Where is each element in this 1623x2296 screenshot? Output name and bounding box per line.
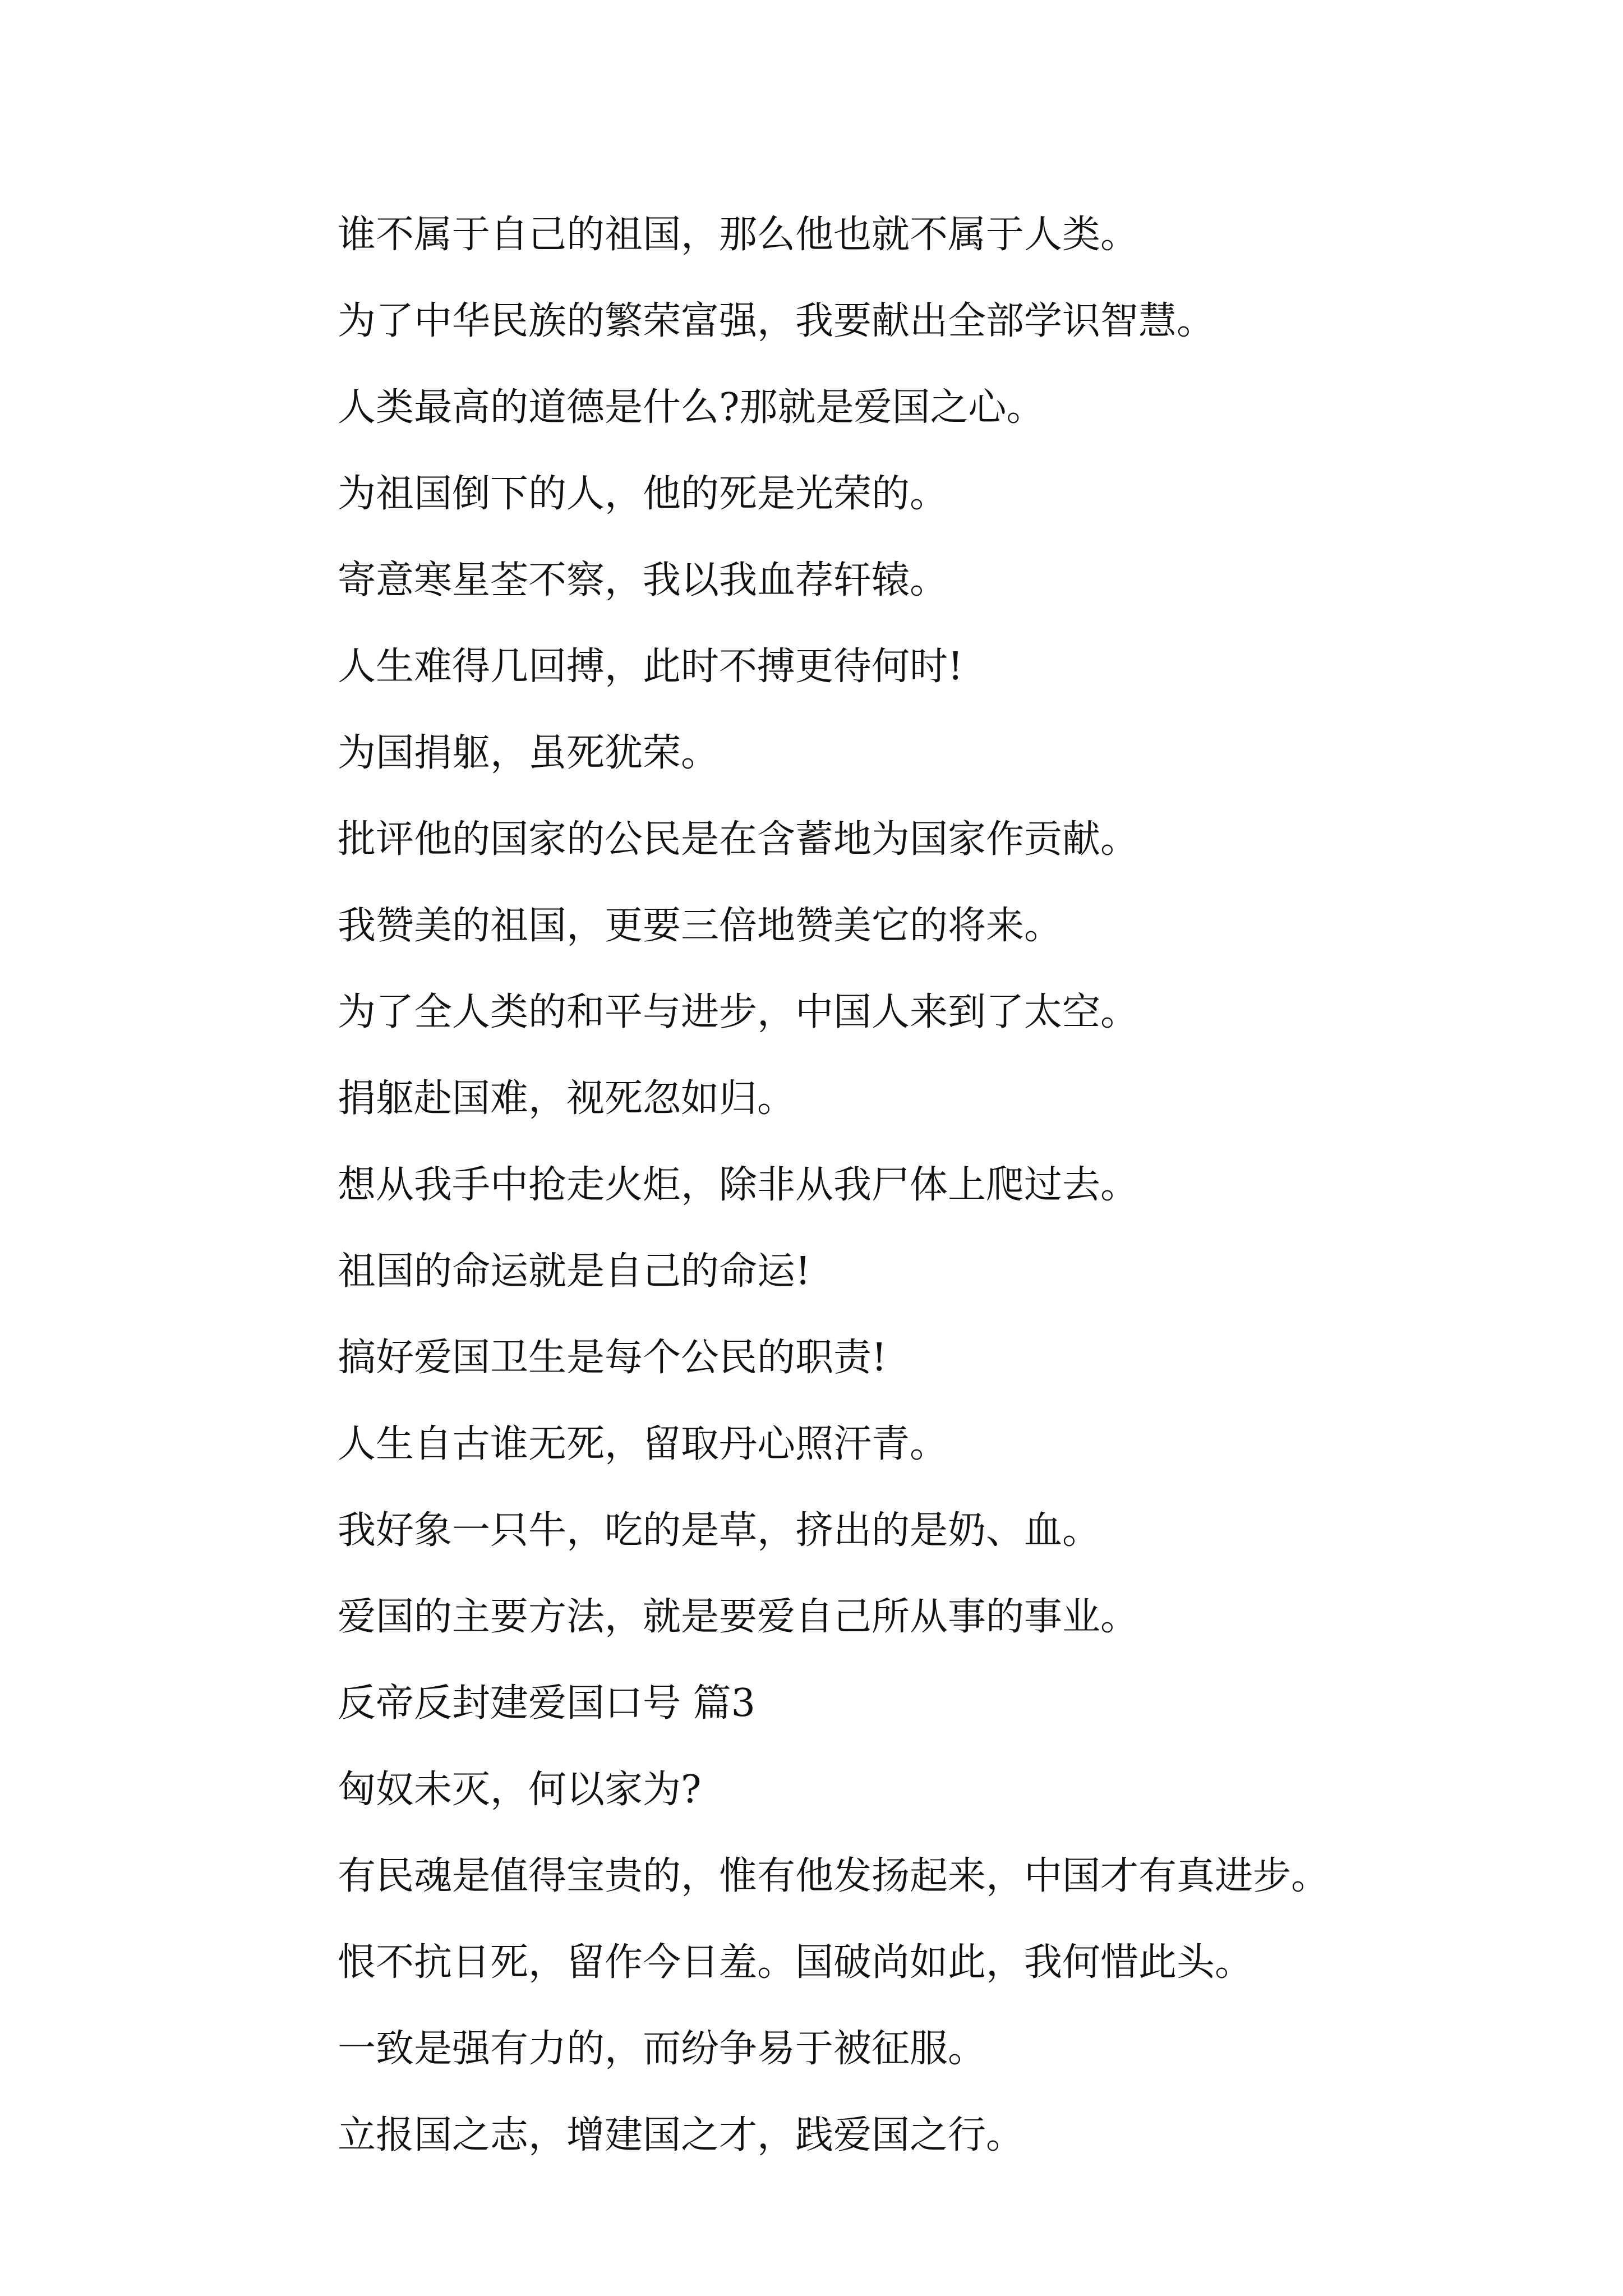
text-line: 人生难得几回搏，此时不搏更待何时! xyxy=(338,645,963,689)
text-line: 恨不抗日死，留作今日羞。国破尚如此，我何惜此头。 xyxy=(338,1940,1253,1985)
text-line: 祖国的命运就是自己的命运! xyxy=(338,1249,811,1294)
text-line: 为了中华民族的繁荣富强，我要献出全部学识智慧。 xyxy=(338,299,1215,343)
text-line: 为了全人类的和平与进步，中国人来到了太空。 xyxy=(338,990,1139,1034)
text-line: 为祖国倒下的人，他的死是光荣的。 xyxy=(338,472,948,516)
text-line: 寄意寒星荃不察，我以我血荐轩辕。 xyxy=(338,558,948,602)
text-line: 一致是强有力的，而纷争易于被征服。 xyxy=(338,2027,986,2071)
text-line: 人生自古谁无死，留取丹心照汗青。 xyxy=(338,1422,948,1466)
text-line: 搞好爱国卫生是每个公民的职责! xyxy=(338,1336,887,1380)
text-line: 爱国的主要方法，就是要爱自己所从事的事业。 xyxy=(338,1595,1139,1639)
text-line: 为国捐躯，虽死犹荣。 xyxy=(338,731,720,775)
text-line: 捐躯赴国难，视死忽如归。 xyxy=(338,1076,796,1121)
text-line: 批评他的国家的公民是在含蓄地为国家作贡献。 xyxy=(338,817,1139,862)
text-line: 立报国之志，增建国之才，践爱国之行。 xyxy=(338,2113,1025,2157)
section-heading: 反帝反封建爱国口号 篇3 xyxy=(338,1681,755,1726)
text-line: 我好象一只牛，吃的是草，挤出的是奶、血。 xyxy=(338,1508,1101,1553)
text-line: 想从我手中抢走火炬，除非从我尸体上爬过去。 xyxy=(338,1163,1139,1207)
text-paragraph: 有民魂是值得宝贵的，惟有他发扬起来，中国才有真进步。 xyxy=(338,1854,1330,1898)
text-line: 匈奴未灭，何以家为? xyxy=(338,1768,702,1812)
text-line: 我赞美的祖国，更要三倍地赞美它的将来。 xyxy=(338,904,1063,948)
document-body xyxy=(242,213,1398,2200)
text-line: 谁不属于自己的祖国，那么他也就不属于人类。 xyxy=(338,213,1139,257)
text-line: 人类最高的道德是什么?那就是爱国之心。 xyxy=(338,385,1045,430)
